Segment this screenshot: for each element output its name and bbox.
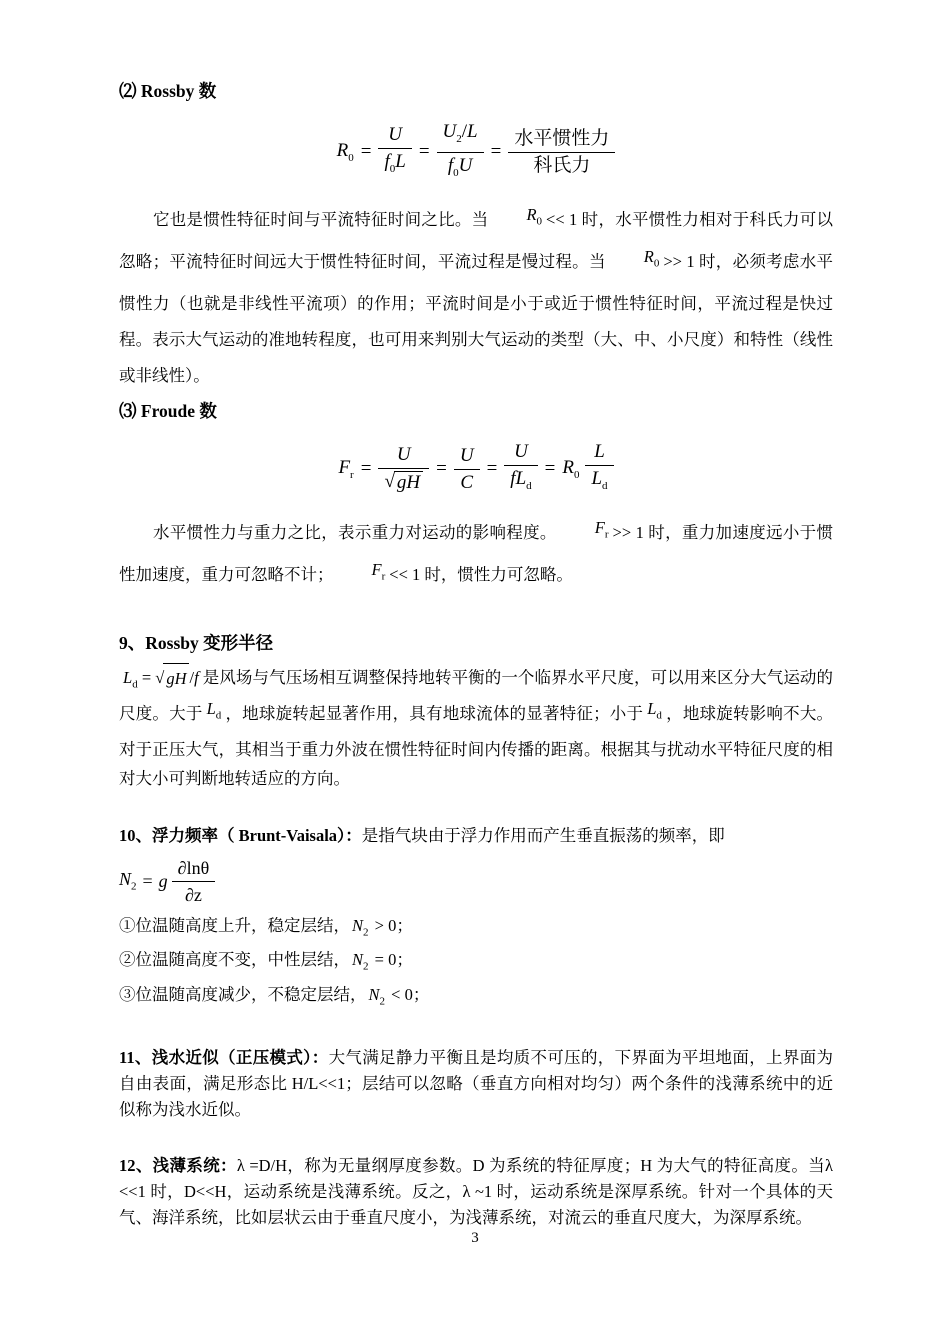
fraction-U-over-f0L — [378, 122, 411, 182]
inline-math-R0: $R_0$ — [526, 204, 543, 227]
math-var-L: L — [594, 441, 605, 463]
equals-sign: = — [544, 457, 556, 479]
math-var-f: f — [510, 468, 516, 490]
partial-z: ∂z — [184, 885, 202, 906]
equals-sign: = — [142, 870, 153, 891]
math-var-R: R — [336, 139, 349, 161]
equals-sign: = — [360, 457, 372, 479]
math-var-U: U — [396, 444, 411, 466]
slash: / — [461, 121, 468, 142]
coriolis-force-label: 科氏力 — [533, 154, 591, 176]
shallow-water-paragraph: 11、浅水近似（正压模式）：大气满足静力平衡且是均质不可压的，下界面为平坦地面，上界面为自由表面，满足形态比 H/L<<1；层结可以忽略（垂直方向相对均匀）两个条件的浅薄系统中的近似称为浅水近似。 — [119, 1048, 834, 1120]
inline-math-N2: $N_2$ — [352, 916, 369, 939]
partial-ln-theta: ∂lnθ — [172, 855, 216, 882]
fraction-dlntheta-over-dz — [172, 855, 216, 908]
fraction-inertia-over-coriolis — [508, 126, 615, 179]
math-sub-d: d — [526, 479, 532, 492]
math-sub-d: d — [602, 479, 608, 492]
math-Fr — [338, 457, 353, 482]
math-var-U: U — [458, 154, 473, 176]
math-var-L: L — [591, 468, 603, 490]
fraction-U-over-fLd — [504, 439, 537, 499]
math-var-f: f — [447, 154, 454, 176]
heading-rossby-radius: 9、Rossby 变形半径 — [119, 632, 274, 653]
equals-sign: = — [436, 457, 447, 479]
shallow-system-paragraph: 12、浅薄系统：λ =D/H，称为无量纲厚度参数。D 为系统的特征厚度；H 为大气的特征高度。当λ <<1 时，D<<H，运动系统是浅薄系统。反之，λ ~1 时，运动系统是深厚系统。针对一个具体的天气、海洋系统，比如层状云由于垂直尺度小，为浅薄系统，对流云的垂直尺度大，为深厚系统。 — [119, 1156, 833, 1228]
math-R0 — [337, 140, 354, 165]
math-var-g: g — [158, 870, 168, 891]
math-var-U: U — [442, 121, 457, 142]
math-var-U: U — [459, 444, 474, 466]
math-var-N: N — [119, 869, 132, 890]
heading-shallow-water: 11、浅水近似（正压模式）： — [119, 1048, 329, 1068]
math-sub-0: 0 — [389, 163, 396, 176]
math-sub-0: 0 — [348, 151, 354, 164]
heading-shallow-system: 12、浅薄系统： — [119, 1156, 237, 1176]
math-var-L: L — [395, 151, 406, 173]
sqrt-gH: √ gH — [155, 663, 189, 693]
inline-math-Ld-definition: $L_d$ = √ gH /f — [123, 663, 199, 699]
document-page — [119, 78, 833, 1231]
math-var-C: C — [460, 471, 474, 493]
equals-sign: = — [486, 457, 498, 479]
rossby-number-formula — [119, 119, 833, 186]
math-var-f: f — [384, 151, 390, 173]
math-exp-2: 2 — [131, 880, 137, 893]
inline-math-Fr: $F_r$ — [371, 560, 386, 583]
froude-number-paragraph: 水平惯性力与重力之比，表示重力对运动的影响程度。 $F_r >> 1$ 时，重力加速度远小于惯性加速度，重力可忽略不计； $F_r << 1$ 时，惯性力可忽略。 — [119, 515, 833, 600]
radical-sign: √ — [155, 667, 165, 687]
fraction-U-over-sqrt-gH — [378, 442, 429, 496]
sqrt-gH — [384, 471, 423, 494]
math-var-L: L — [515, 468, 527, 490]
math-var-R: R — [562, 456, 574, 478]
stability-item-3: ③位温随高度减少，不稳定层结， $N_2 < 0$； — [119, 981, 833, 1015]
math-sub-r: r — [350, 468, 354, 481]
math-var-U: U — [514, 441, 528, 463]
math-sub-0: 0 — [573, 468, 580, 481]
equals-sign: = — [490, 140, 502, 162]
fraction-L-over-Ld — [585, 439, 613, 499]
inline-math-R0: $R_0$ — [643, 246, 660, 270]
math-var-L: L — [467, 121, 478, 142]
inline-math-N2: $N_2$ — [368, 984, 386, 1008]
inline-math-Fr: $F_r$ — [594, 517, 609, 541]
inline-math-Ld: $L_d$ — [647, 698, 662, 722]
froude-number-formula — [119, 439, 833, 499]
stability-item-1: ①位温随高度上升，稳定层结， $N_2 > 0$； — [119, 912, 833, 946]
math-var-U: U — [388, 124, 402, 146]
math-var-F: F — [338, 456, 351, 478]
rossby-radius-paragraph: $L_d$ = √ gH /f 是风场与气压场相互调整保持地转平衡的一个临界水平尺度，可以用来区分大气运动的尺度。大于 $L_d$ ，地球旋转起显著作用，具有地球流体的显著特征；小于 $L_d$ ，地球旋转影响不大。对于正压大气，其相当于重力外波在惯性特征时间内传播的距离。根据其与扰动水平特征尺度的相对大小可判断地转适应的方向。 — [119, 663, 833, 794]
inline-math-Ld: $L_d$ — [206, 698, 222, 722]
math-exp-2: 2 — [456, 132, 462, 145]
buoyancy-frequency-line: 10、浮力频率（ Brunt-Vaisala）：是指气块由于浮力作用而产生垂直振荡的频率，即 — [119, 826, 725, 846]
math-N2 — [119, 869, 137, 894]
stability-item-2: ②位温随高度不变，中性层结， $N_2 = 0$； — [119, 946, 833, 980]
math-sub-0: 0 — [453, 166, 459, 179]
rossby-number-paragraph: 它也是惯性特征时间与平流特征时间之比。当 $R_0 << 1$ 时，水平惯性力相对于科氏力可以忽略；平流特征时间远大于惯性特征时间，平流过程是慢过程。当 $R_0 >> 1$ 时，必须考虑水平惯性力（也就是非线性平流项）的作用；平流时间是小于或近于惯性特征时间，平流过程是快过程。表示大气运动的准地转程度，也可用来判别大气运动的类型（大、中、小尺度）和特性（线性或非线性）。 — [119, 202, 833, 395]
fraction-U2L-over-f0U — [437, 119, 484, 186]
buoyancy-frequency-formula — [119, 855, 833, 908]
radical-sign: √ — [384, 471, 395, 493]
inertia-force-label: 水平惯性力 — [508, 126, 615, 153]
equals-sign: = — [360, 140, 372, 162]
inline-math-N2: $N_2$ — [352, 950, 369, 973]
heading-buoyancy-frequency: 10、浮力频率（ Brunt-Vaisala）： — [119, 826, 362, 846]
page-number: 3 — [471, 1230, 479, 1246]
heading-rossby-number: ⑵ Rossby 数 — [119, 81, 217, 101]
heading-froude-number: ⑶ Froude 数 — [119, 401, 217, 422]
radicand-gH: gH — [394, 471, 423, 494]
fraction-U-over-C — [454, 443, 480, 496]
equals-sign: = — [418, 140, 430, 162]
math-R0 — [562, 457, 579, 482]
